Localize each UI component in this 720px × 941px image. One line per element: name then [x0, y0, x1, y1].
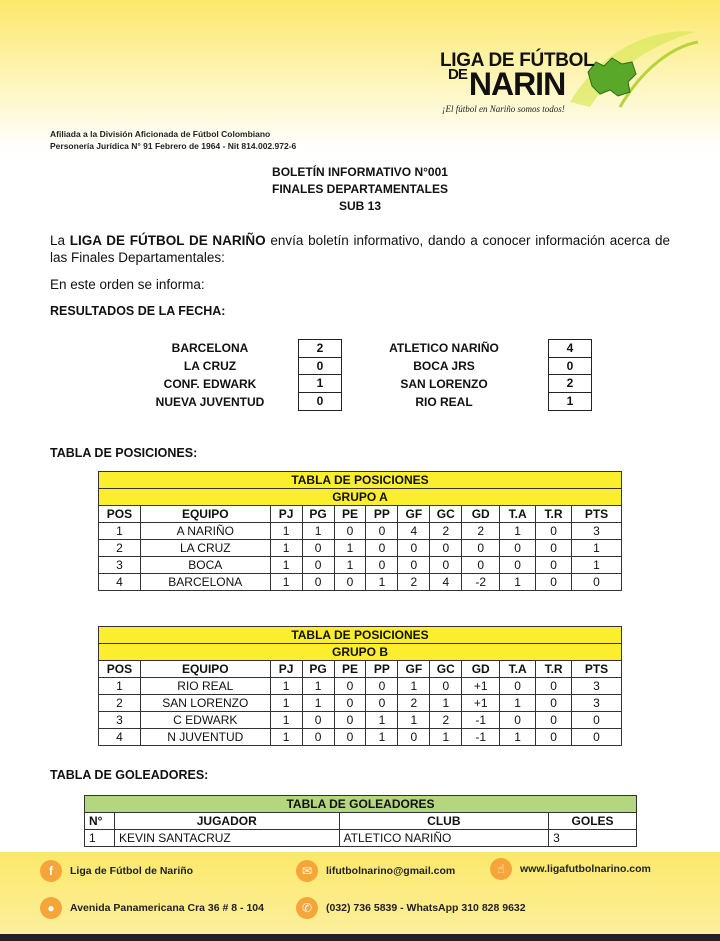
table-cell: 1 [99, 678, 141, 695]
left-scores [298, 339, 342, 411]
table-cell: 1 [270, 695, 302, 712]
table-header-row [99, 661, 622, 678]
footer-address-text: Avenida Panamericana Cra 36 # 8 - 104 [70, 902, 264, 914]
team-score: 0 [549, 358, 591, 376]
table-cell: 4 [430, 574, 462, 591]
column-header: POS [99, 661, 141, 678]
table-cell: SAN LORENZO [140, 695, 270, 712]
table-cell: -2 [462, 574, 500, 591]
letterhead [0, 0, 720, 150]
table-cell: 0 [334, 678, 366, 695]
footer-facebook-text: Liga de Fútbol de Nariño [70, 865, 194, 877]
table-cell: 4 [99, 574, 141, 591]
group-title: GRUPO B [99, 644, 622, 661]
results-heading: RESULTADOS DE LA FECHA: [50, 304, 226, 318]
table-cell: 0 [302, 540, 334, 557]
table-cell: 0 [536, 557, 572, 574]
table-cell: BOCA [140, 557, 270, 574]
footer-facebook[interactable] [40, 860, 193, 882]
league-logo [440, 22, 700, 122]
table-cell: 0 [302, 729, 334, 746]
table-cell: 0 [398, 557, 430, 574]
table-cell: 1 [270, 712, 302, 729]
table-cell: 2 [398, 695, 430, 712]
table-cell: 0 [334, 523, 366, 540]
table-cell: 1 [366, 712, 398, 729]
table-cell: 2 [430, 712, 462, 729]
table-cell: C EDWARK [140, 712, 270, 729]
column-header: T.R [536, 661, 572, 678]
table-cell: 0 [536, 523, 572, 540]
table-cell: 1 [398, 678, 430, 695]
right-scores [548, 339, 592, 411]
table-cell: -1 [462, 712, 500, 729]
table-cell: 1 [334, 540, 366, 557]
table-cell: 0 [536, 540, 572, 557]
table-cell: 0 [302, 712, 334, 729]
table-cell: 0 [500, 540, 536, 557]
table-row [99, 574, 622, 591]
standings-table-group-a [98, 471, 622, 591]
table-row [99, 540, 622, 557]
standings-heading: TABLA DE POSICIONES: [50, 446, 198, 460]
column-header: JUGADOR [114, 813, 339, 830]
table-cell: -1 [462, 729, 500, 746]
table-cell: 0 [366, 678, 398, 695]
footer-bar [0, 934, 720, 941]
bulletin-title [0, 164, 720, 215]
order-text: En este orden se informa: [50, 277, 205, 292]
team-name: ATLETICO NARIÑO [389, 341, 499, 355]
team-name: CONF. EDWARK [163, 377, 257, 391]
table-cell: +1 [462, 678, 500, 695]
column-header: PP [366, 661, 398, 678]
table-row [85, 830, 637, 847]
table-cell: A NARIÑO [140, 523, 270, 540]
table-cell: 1 [85, 830, 115, 847]
table-cell: N JUVENTUD [140, 729, 270, 746]
column-header: PTS [572, 661, 622, 678]
table-cell: LA CRUZ [140, 540, 270, 557]
table-row [99, 557, 622, 574]
intro-prefix: La [50, 233, 70, 248]
table-cell: 0 [398, 540, 430, 557]
table-cell: 3 [572, 678, 622, 695]
table-cell: 1 [302, 695, 334, 712]
column-header: T.R [536, 506, 572, 523]
team-score: 1 [299, 375, 341, 393]
bulletin-subtitle: FINALES DEPARTAMENTALES [272, 182, 448, 196]
column-header: T.A [500, 661, 536, 678]
footer-email-text: lifutbolnarino@gmail.com [326, 865, 456, 877]
mail-icon: ✉ [296, 860, 318, 882]
pointer-icon: ☝ [490, 858, 512, 880]
table-cell: 0 [366, 557, 398, 574]
table-cell: 3 [99, 557, 141, 574]
table-cell: 0 [462, 540, 500, 557]
logo-tagline: ¡El fútbol en Nariño somos todos! [442, 104, 565, 114]
table-cell: +1 [462, 695, 500, 712]
table-cell: 2 [99, 695, 141, 712]
table-cell: 2 [430, 523, 462, 540]
table-cell: 0 [334, 574, 366, 591]
table-cell: 2 [99, 540, 141, 557]
table-cell: 0 [398, 729, 430, 746]
table-cell: 0 [462, 557, 500, 574]
table-cell: 1 [430, 729, 462, 746]
logo-text-top: LIGA DE FÚTBOL [440, 50, 595, 71]
column-header: PP [366, 506, 398, 523]
table-cell: 1 [302, 523, 334, 540]
column-header: GD [462, 661, 500, 678]
table-cell: 0 [302, 557, 334, 574]
intro-org: LIGA DE FÚTBOL DE NARIÑO [69, 233, 266, 248]
affiliation-line-1: Afiliada a la División Aficionada de Fútbol Colombiano [50, 129, 271, 139]
table-cell: 0 [572, 729, 622, 746]
location-pin-icon: ● [40, 897, 62, 919]
affiliation [50, 128, 296, 152]
facebook-icon: f [40, 860, 62, 882]
table-cell: BARCELONA [140, 574, 270, 591]
table-cell: 2 [398, 574, 430, 591]
table-cell: 1 [334, 557, 366, 574]
group-title: GRUPO A [99, 489, 622, 506]
logo-text-bottom [448, 66, 565, 103]
column-header: EQUIPO [140, 506, 270, 523]
table-title: TABLA DE POSICIONES [99, 472, 622, 489]
team-name: RIO REAL [415, 395, 473, 409]
phone-icon: ✆ [296, 897, 318, 919]
scorers-header-row [85, 813, 637, 830]
footer-address [40, 897, 264, 919]
team-score: 0 [299, 358, 341, 376]
column-header: POS [99, 506, 141, 523]
intro-rest: envía boletín informativo, dando a conocer información acerca de las Finales Departamentales: [50, 233, 670, 265]
table-cell: 0 [536, 695, 572, 712]
table-cell: 3 [99, 712, 141, 729]
team-name: SAN LORENZO [400, 377, 488, 391]
table-cell: 0 [500, 678, 536, 695]
table-cell: 0 [302, 574, 334, 591]
intro-paragraph [50, 232, 670, 266]
table-cell: 1 [430, 695, 462, 712]
table-cell: 1 [398, 712, 430, 729]
bulletin-number: BOLETÍN INFORMATIVO N°001 [272, 165, 448, 179]
column-header: PTS [572, 506, 622, 523]
footer-website[interactable] [490, 858, 651, 880]
table-cell: KEVIN SANTACRUZ [114, 830, 339, 847]
table-cell: 0 [366, 540, 398, 557]
team-score: 4 [549, 340, 591, 358]
team-name: BARCELONA [171, 341, 249, 355]
column-header: GF [398, 661, 430, 678]
table-cell: RIO REAL [140, 678, 270, 695]
column-header: N° [85, 813, 115, 830]
table-cell: 0 [366, 695, 398, 712]
table-cell: 1 [500, 695, 536, 712]
column-header: T.A [500, 506, 536, 523]
bulletin-category: SUB 13 [338, 199, 382, 213]
table-cell: 0 [500, 712, 536, 729]
table-cell: 1 [366, 729, 398, 746]
table-header-row [99, 506, 622, 523]
column-header: PJ [270, 661, 302, 678]
team-name: LA CRUZ [183, 359, 237, 373]
table-cell: 1 [572, 557, 622, 574]
logo-narino: NARIN [468, 66, 566, 102]
table-cell: 0 [536, 678, 572, 695]
table-cell: 1 [270, 729, 302, 746]
table-cell: 4 [99, 729, 141, 746]
team-name: NUEVA JUVENTUD [155, 395, 265, 409]
team-name: BOCA JRS [413, 359, 475, 373]
table-row [99, 678, 622, 695]
footer-email[interactable] [296, 860, 455, 882]
table-cell: 1 [270, 574, 302, 591]
table-row [99, 695, 622, 712]
column-header: PG [302, 506, 334, 523]
column-header: PE [334, 661, 366, 678]
footer-phone-text: (032) 736 5839 - WhatsApp 310 828 9632 [326, 902, 526, 914]
logo-de: DE [448, 66, 467, 83]
table-cell: 0 [334, 729, 366, 746]
footer [0, 852, 720, 941]
column-header: GOLES [549, 813, 637, 830]
scorers-table [84, 795, 637, 847]
right-teams [354, 339, 534, 411]
table-cell: 0 [536, 729, 572, 746]
table-cell: 0 [430, 557, 462, 574]
column-header: EQUIPO [140, 661, 270, 678]
table-row [99, 729, 622, 746]
table-cell: 1 [270, 678, 302, 695]
affiliation-line-2: Personería Jurídica N° 91 Febrero de 1964 - Nit 814.002.972-6 [50, 141, 297, 151]
left-teams [120, 339, 300, 411]
column-header: GC [430, 506, 462, 523]
table-cell: 0 [366, 523, 398, 540]
table-cell: 0 [334, 695, 366, 712]
column-header: GC [430, 661, 462, 678]
standings-table-group-b [98, 626, 622, 746]
table-cell: 1 [270, 523, 302, 540]
table-cell: 0 [430, 540, 462, 557]
footer-phone [296, 897, 526, 919]
table-cell: 0 [536, 574, 572, 591]
table-cell: 0 [536, 712, 572, 729]
table-cell: 1 [99, 523, 141, 540]
footer-website-text: www.ligafutbolnarino.com [520, 863, 651, 875]
column-header: PG [302, 661, 334, 678]
table-cell: 1 [500, 574, 536, 591]
team-score: 2 [299, 340, 341, 358]
table-cell: 0 [334, 712, 366, 729]
table-cell: 0 [572, 574, 622, 591]
column-header: PJ [270, 506, 302, 523]
table-cell: 0 [572, 712, 622, 729]
scorers-heading: TABLA DE GOLEADORES: [50, 768, 209, 782]
table-cell: 3 [572, 523, 622, 540]
table-row [99, 712, 622, 729]
table-cell: 3 [549, 830, 637, 847]
scorers-table-title: TABLA DE GOLEADORES [85, 796, 637, 813]
table-title: TABLA DE POSICIONES [99, 627, 622, 644]
table-cell: 4 [398, 523, 430, 540]
table-row [99, 523, 622, 540]
table-cell: 0 [430, 678, 462, 695]
table-cell: 1 [366, 574, 398, 591]
column-header: GF [398, 506, 430, 523]
table-cell: 0 [500, 557, 536, 574]
column-header: GD [462, 506, 500, 523]
column-header: CLUB [339, 813, 549, 830]
team-score: 2 [549, 375, 591, 393]
team-score: 1 [566, 393, 574, 408]
column-header: PE [334, 506, 366, 523]
table-cell: ATLETICO NARIÑO [339, 830, 549, 847]
table-cell: 1 [270, 540, 302, 557]
team-score: 0 [316, 393, 324, 408]
table-cell: 3 [572, 695, 622, 712]
table-cell: 1 [572, 540, 622, 557]
table-cell: 1 [500, 523, 536, 540]
table-cell: 1 [270, 557, 302, 574]
table-cell: 2 [462, 523, 500, 540]
table-cell: 1 [302, 678, 334, 695]
table-cell: 1 [500, 729, 536, 746]
